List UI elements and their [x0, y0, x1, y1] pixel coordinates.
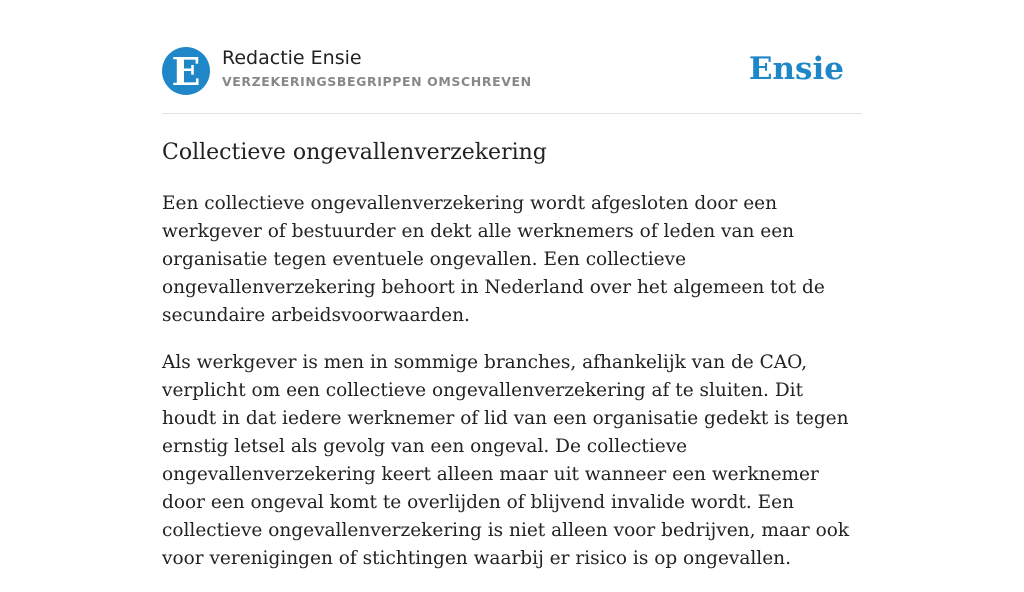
article-paragraph: Als werkgever is men in sommige branches, afhankelijk van de CAO, verplicht om een collectieve ongevallenverzekering af te sluiten. Dit houdt in dat iedere werknemer of lid van een organisatie gedekt is tegen ernstig letsel als gevolg van een ongeval. De collectieve ongevallenverzekering keert alleen maar uit wanneer een werknemer door een ongeval komt te overlijden of blijvend invalide wordt. Een collectieve ongevallenverzekering is niet alleen voor bedrijven, maar ook voor verenigingen of stichtingen waarbij er risico is op ongevallen. — [162, 352, 850, 569]
article-body — [162, 190, 862, 592]
author-subtitle: VERZEKERINGSBEGRIPPEN OMSCHREVEN — [222, 74, 532, 89]
author-name[interactable]: Redactie Ensie — [222, 47, 362, 69]
page-header — [162, 0, 862, 114]
author-avatar[interactable] — [162, 47, 210, 95]
author-initial-logo: E — [171, 48, 201, 94]
page-container — [162, 0, 862, 569]
article-title: Collectieve ongevallenverzekering — [162, 140, 547, 165]
brand-logo[interactable]: Ensie — [748, 51, 844, 87]
article-paragraph: Een collectieve ongevallenverzekering wordt afgesloten door een werkgever of bestuurder en dekt alle werknemers of leden van een organisatie tegen eventuele ongevallen. Een collectieve ongevallenverzekering behoort in Nederland over het algemeen tot de secundaire arbeidsvoorwaarden. — [162, 193, 825, 326]
